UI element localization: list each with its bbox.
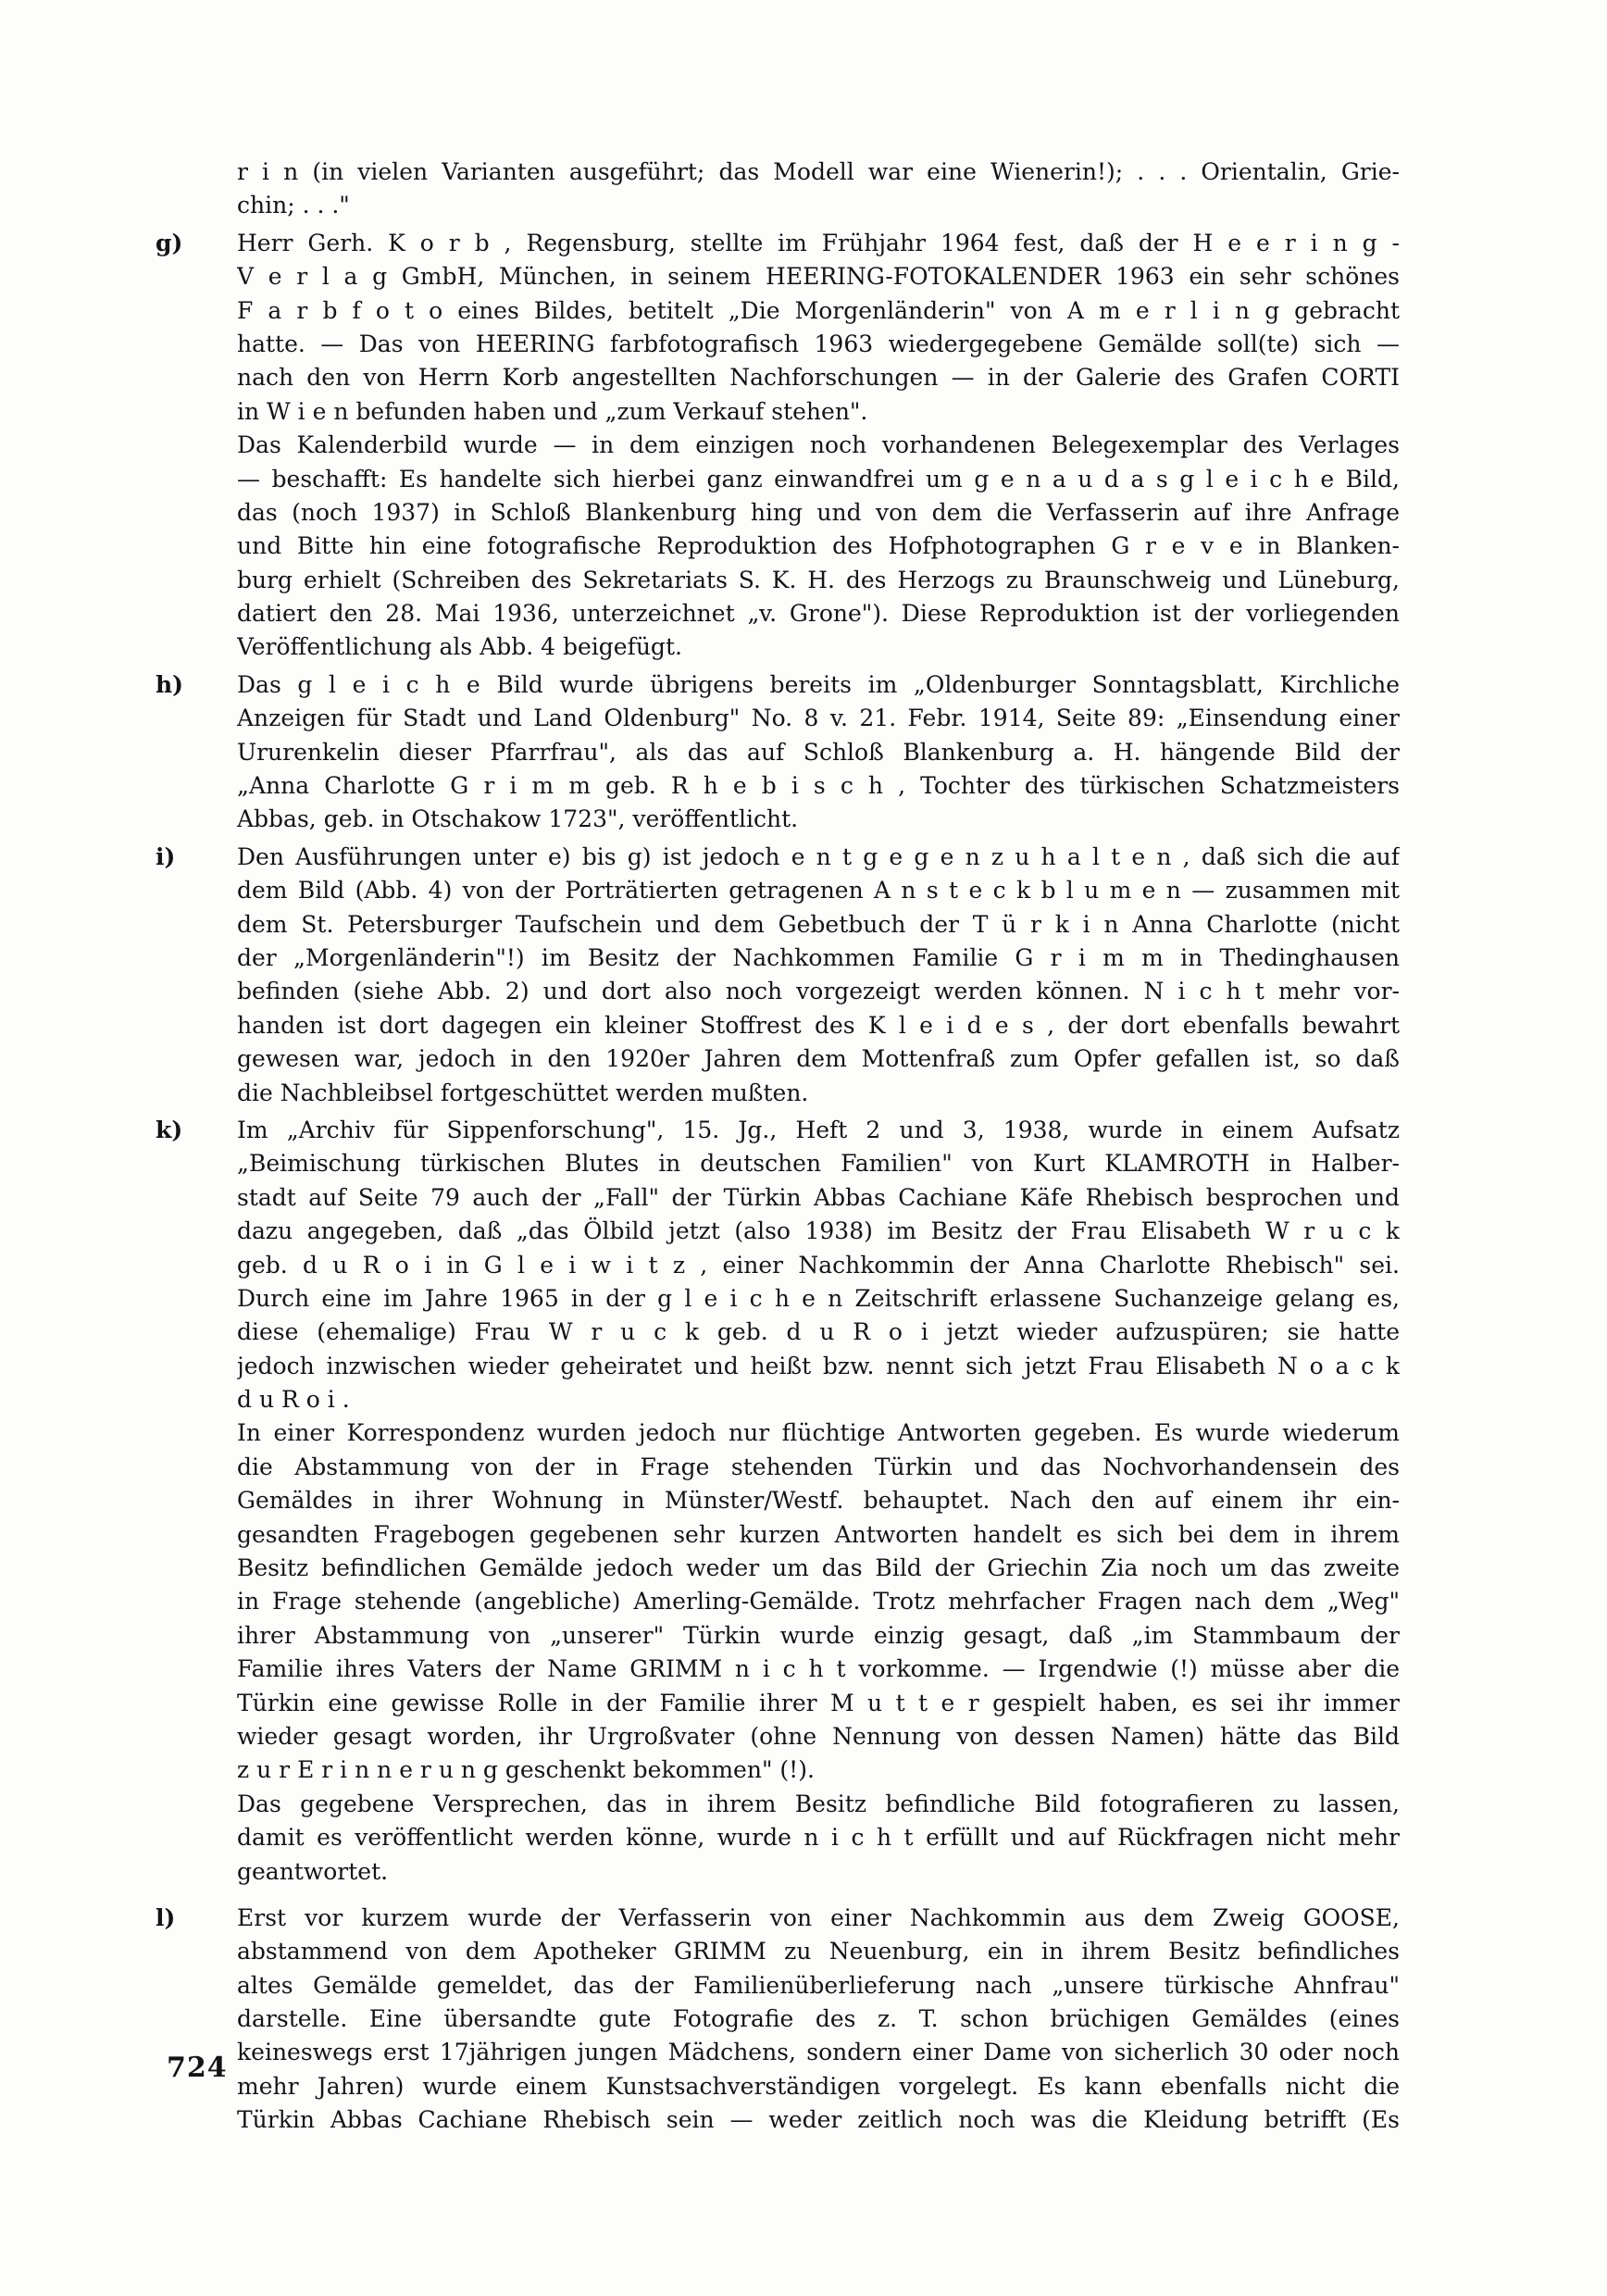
text-line: Familie ihres Vaters der Name GRIMM n i c h t vorkomme. — Irgendwie (!) müsse aber die (237, 1655, 1400, 1683)
text-line: nach den von Herrn Korb angestellten Nachforschungen — in der Galerie des Grafen CORTI (237, 364, 1400, 392)
text-line: F a r b f o t o eines Bildes, betitelt „Die Morgenländerin" von A m e r l i n g gebracht (237, 296, 1400, 324)
text-line: Abbas, geb. in Otschakow 1723", veröffentlicht. (237, 805, 799, 833)
text-line: befinden (siehe Abb. 2) und dort also noch vorgezeigt werden können. N i c h t mehr vor- (237, 978, 1400, 1005)
text-line: Türkin Abbas Cachiane Rhebisch sein — weder zeitlich noch was die Kleidung betrifft (Es (237, 2106, 1400, 2134)
text-line: ihrer Abstammung von „unserer" Türkin wurde einzig gesagt, daß „im Stammbaum der (237, 1621, 1400, 1649)
paragraph-block (156, 1902, 1400, 2138)
text-line: Veröffentlichung als Abb. 4 beigefügt. (237, 633, 682, 661)
text-line: — beschafft: Es handelte sich hierbei ganz einwandfrei um g e n a u d a s g l e i c h e Bild, (237, 465, 1400, 493)
text-line: d u R o i . (237, 1386, 350, 1414)
text-line: Anzeigen für Stadt und Land Oldenburg" No. 8 v. 21. Febr. 1914, Seite 89: „Einsendung einer (237, 705, 1400, 732)
paragraph-marker: h) (156, 670, 184, 698)
text-line: darstelle. Eine übersandte gute Fotografie des z. T. schon brüchigen Gemäldes (eines (237, 2005, 1400, 2033)
paragraph-text (159, 227, 1400, 665)
text-line: dazu angegeben, daß „das Ölbild jetzt (also 1938) im Besitz der Frau Elisabeth W r u c k (237, 1217, 1400, 1245)
text-line: z u r E r i n n e r u n g geschenkt bekommen" (!). (237, 1756, 815, 1784)
text-line: Im „Archiv für Sippenforschung", 15. Jg., Heft 2 und 3, 1938, wurde in einem Aufsatz (237, 1116, 1400, 1143)
paragraph-block (156, 841, 1400, 1110)
text-line: in W i e n befunden haben und „zum Verkauf stehen". (237, 397, 868, 425)
paragraph-block (156, 227, 1400, 665)
text-line: dem St. Petersburger Taufschein und dem Gebetbuch der T ü r k i n Anna Charlotte (nicht (237, 910, 1400, 938)
text-line: gewesen war, jedoch in den 1920er Jahren dem Mottenfraß zum Opfer gefallen ist, so daß (237, 1045, 1400, 1073)
text-line: Das Kalenderbild wurde — in dem einzigen noch vorhandenen Belegexemplar des Verlages (237, 431, 1400, 459)
text-line: dem Bild (Abb. 4) von der Porträtierten getragenen A n s t e c k b l u m e n — zusammen mit (237, 877, 1400, 905)
text-line: altes Gemälde gemeldet, das der Familienüberlieferung nach „unsere türkische Ahnfrau" (237, 1971, 1400, 1999)
text-line: diese (ehemalige) Frau W r u c k geb. d u R o i jetzt wieder aufzuspüren; sie hatte (237, 1318, 1400, 1346)
text-line: die Nachbleibsel fortgeschüttet werden mußten. (237, 1079, 809, 1106)
paragraph-marker: k) (156, 1116, 183, 1143)
text-line: Gemäldes in ihrer Wohnung in Münster/Westf. behauptet. Nach den auf einem ihr ein- (237, 1487, 1400, 1515)
text-line: V e r l a g GmbH, München, in seinem HEERING-FOTOKALENDER 1963 ein sehr schönes (237, 263, 1400, 291)
page-body-text (156, 156, 1400, 2138)
paragraph-block (156, 668, 1400, 837)
paragraph-block (156, 1114, 1400, 1889)
text-line: Das g l e i c h e Bild wurde übrigens bereits im „Oldenburger Sonntagsblatt, Kirchliche (237, 670, 1400, 698)
text-line: und Bitte hin eine fotografische Reproduktion des Hofphotographen G r e v e in Blanken- (237, 532, 1400, 560)
text-line: In einer Korrespondenz wurden jedoch nur flüchtige Antworten gegeben. Es wurde wiederum (237, 1419, 1400, 1447)
paragraph-block (159, 156, 1400, 223)
text-line: mehr Jahren) wurde einem Kunstsachverständigen vorgelegt. Es kann ebenfalls nicht die (237, 2072, 1400, 2100)
text-line: geb. d u R o i in G l e i w i t z , einer Nachkommin der Anna Charlotte Rhebisch" sei. (237, 1251, 1400, 1279)
paragraph-marker: l) (156, 1903, 176, 1931)
text-line: Durch eine im Jahre 1965 in der g l e i c h e n Zeitschrift erlassene Suchanzeige gelang es, (237, 1284, 1400, 1312)
text-line: das (noch 1937) in Schloß Blankenburg hing und von dem die Verfasserin auf ihre Anfrage (237, 498, 1400, 526)
text-line: stadt auf Seite 79 auch der „Fall" der Türkin Abbas Cachiane Käfe Rhebisch besprochen und (237, 1183, 1400, 1211)
text-line: handen ist dort dagegen ein kleiner Stoffrest des K l e i d e s , der dort ebenfalls bewahrt (237, 1011, 1400, 1039)
text-line: gesandten Fragebogen gegebenen sehr kurzen Antworten handelt es sich bei dem in ihrem (237, 1520, 1400, 1548)
page-number: 724 (167, 2052, 228, 2084)
text-line: datiert den 28. Mai 1936, unterzeichnet „v. Grone"). Diese Reproduktion ist der vorliegenden (237, 600, 1400, 628)
text-line: Erst vor kurzem wurde der Verfasserin von einer Nachkommin aus dem Zweig GOOSE, (237, 1903, 1400, 1931)
paragraph-marker: i) (156, 842, 176, 870)
paragraph-marker: g) (156, 229, 183, 256)
text-line: keineswegs erst 17jährigen jungen Mädchens, sondern einer Dame von sicherlich 30 oder noch (237, 2039, 1400, 2066)
paragraph-text (159, 841, 1400, 1110)
text-line: die Abstammung von der in Frage stehenden Türkin und das Nochvorhandensein des (237, 1453, 1400, 1480)
text-line: damit es veröffentlicht werden könne, wurde n i c h t erfüllt und auf Rückfragen nicht mehr (237, 1824, 1400, 1852)
text-line: Den Ausführungen unter e) bis g) ist jedoch e n t g e g e n z u h a l t e n , daß sich die auf (237, 842, 1400, 870)
text-line: Herr Gerh. K o r b , Regensburg, stellte im Frühjahr 1964 fest, daß der H e e r i n g - (237, 229, 1400, 256)
text-line: geantwortet. (237, 1857, 389, 1885)
paragraph-text (159, 1114, 1400, 1889)
text-line: chin; . . ." (237, 192, 350, 219)
paragraph-text (159, 156, 1400, 223)
text-line: jedoch inzwischen wieder geheiratet und heißt bzw. nennt sich jetzt Frau Elisabeth N o a c k (237, 1352, 1400, 1379)
text-line: in Frage stehende (angebliche) Amerling-Gemälde. Trotz mehrfacher Fragen nach dem „Weg" (237, 1588, 1400, 1616)
text-line: Türkin eine gewisse Rolle in der Familie ihrer M u t t e r gespielt haben, es sei ihr immer (237, 1689, 1400, 1716)
paragraph-text (159, 668, 1400, 837)
text-line: wieder gesagt worden, ihr Urgroßvater (ohne Nennung von dessen Namen) hätte das Bild (237, 1722, 1400, 1750)
text-line: der „Morgenländerin"!) im Besitz der Nachkommen Familie G r i m m in Thedinghausen (237, 943, 1400, 971)
text-line: Das gegebene Versprechen, das in ihrem Besitz befindliche Bild fotografieren zu lassen, (237, 1790, 1400, 1817)
text-line: burg erhielt (Schreiben des Sekretariats S. K. H. des Herzogs zu Braunschweig und Lüneburg, (237, 566, 1400, 593)
text-line: r i n (in vielen Varianten ausgeführt; das Modell war eine Wienerin!); . . . Orientalin, Grie- (237, 158, 1400, 185)
text-line: „Beimischung türkischen Blutes in deutschen Familien" von Kurt KLAMROTH in Halber- (237, 1150, 1400, 1178)
text-line: Ururenkelin dieser Pfarrfrau", als das auf Schloß Blankenburg a. H. hängende Bild der (237, 738, 1400, 766)
text-line: hatte. — Das von HEERING farbfotografisch 1963 wiedergegebene Gemälde soll(te) sich — (237, 330, 1400, 357)
text-line: abstammend von dem Apotheker GRIMM zu Neuenburg, ein in ihrem Besitz befindliches (237, 1938, 1400, 1965)
text-line: Besitz befindlichen Gemälde jedoch weder um das Bild der Griechin Zia noch um das zweite (237, 1554, 1400, 1582)
paragraph-text (159, 1902, 1400, 2138)
text-line: „Anna Charlotte G r i m m geb. R h e b i s c h , Tochter des türkischen Schatzmeisters (237, 772, 1400, 800)
